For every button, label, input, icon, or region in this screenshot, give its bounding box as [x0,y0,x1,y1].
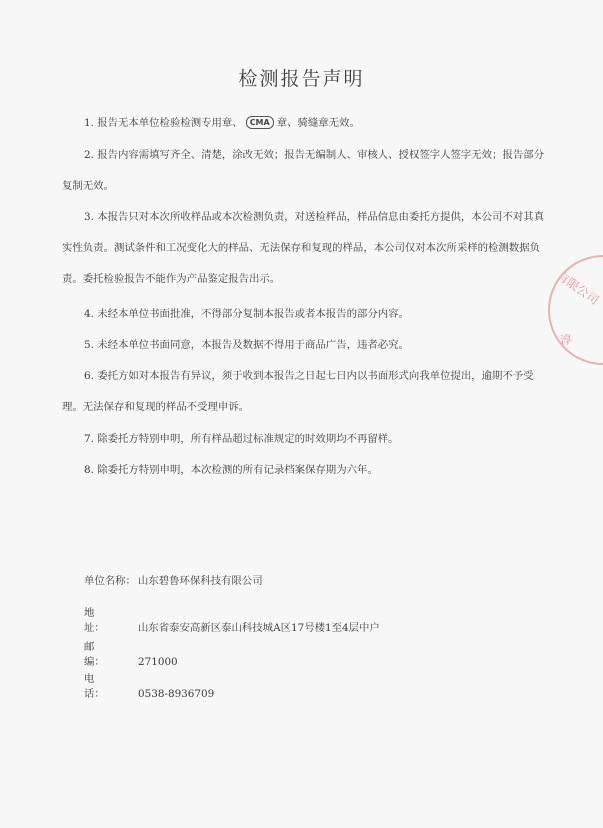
statement-item-4 [62,299,554,330]
statement-item-8 [62,455,554,486]
statement-text: 7. 除委托方特别申明，所有样品超过标准规定的时效期均不再留样。 [84,433,399,445]
statement-text: 章、骑缝章无效。 [276,117,360,129]
statement-item-5 [62,330,554,361]
statement-text: 5. 未经本单位书面同意，本报告及数据不得用于商品广告，违者必究。 [84,339,409,351]
statement-text: 6. 委托方如对本报告有异议，须于收到本报告之日起七日内以书面形式向我单位提出，逾期不予受理。无法保存和复现的样品不受理申诉。 [62,370,534,413]
postcode-label: 编： [84,656,105,668]
phone-label: 电 [84,673,125,685]
phone-row [84,670,214,700]
phone-label: 话： [84,688,105,700]
statement-item-1 [62,108,554,139]
unit-name-row [84,572,263,587]
address-row [84,604,380,634]
statement-item-7 [62,424,554,455]
postcode-row [84,638,178,668]
statement-text: 4. 未经本单位书面批准，不得部分复制本报告或者本报告的部分内容。 [84,308,409,320]
statement-text: 1. 报告无本单位检验检测专用章、 [84,117,243,129]
statement-item-2 [62,140,554,202]
statement-text: 8. 除委托方特别申明，本次检测的所有记录档案保存期为六年。 [84,464,378,476]
company-seal-icon [548,255,603,365]
statement-item-6 [62,361,554,423]
page-title: 检测报告声明 [238,68,365,90]
address-label: 址： [84,622,105,634]
statement-text: 2. 报告内容需填写齐全、清楚，涂改无效；报告无编制人、审核人、授权签字人签字无效；报告部分复制无效。 [62,149,545,192]
address-label: 地 [84,607,125,619]
statement-item-3 [62,202,554,295]
unit-name-label: 单位名称： [84,575,136,587]
postcode-label: 邮 [84,641,125,653]
statement-text: 3. 本报告只对本次所收样品或本次检测负责，对送检样品，样品信息由委托方提供，本公司不对其真实性负责。测试条件和工况变化大的样品、无法保存和复现的样品，本公司仅对本次所采样的检测数据负责。委托检验报告不能作为产品鉴定报告出示。 [62,211,545,285]
address-value: 山东省泰安高新区泰山科技城A区17号楼1至4层中户 [138,622,380,634]
cma-mark-icon: CMA [246,116,274,129]
unit-name-value: 山东碧鲁环保科技有限公司 [138,575,263,587]
seal-text: 淳 [558,332,574,348]
phone-value: 0538-8936709 [138,688,215,700]
postcode-value: 271000 [138,656,178,668]
seal-text: 有限公司 [554,268,602,308]
